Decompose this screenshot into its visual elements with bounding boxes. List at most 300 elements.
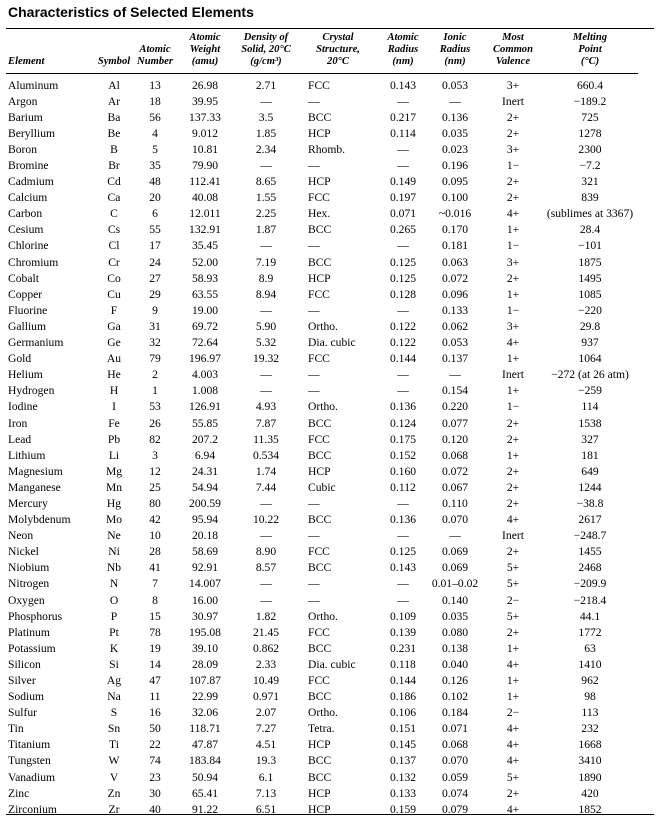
- melting-point: 327: [581, 432, 599, 446]
- element-symbol: Ti: [109, 738, 119, 752]
- atomic-number: 15: [149, 609, 161, 623]
- density: 2.25: [255, 207, 277, 221]
- ionic-radius: 0.080: [441, 625, 469, 639]
- ionic-radius: 0.035: [441, 126, 469, 140]
- atomic-radius: 0.175: [389, 432, 417, 446]
- atomic-radius: 0.159: [389, 802, 417, 816]
- ionic-radius: 0.138: [441, 641, 469, 655]
- table-row: [6, 318, 638, 334]
- valence: 1−: [506, 400, 520, 414]
- element-name: Mercury: [8, 496, 48, 510]
- atomic-weight: 28.09: [191, 657, 219, 671]
- element-name: Gold: [8, 352, 32, 366]
- density: —: [260, 94, 272, 108]
- ionic-radius: 0.110: [442, 496, 468, 510]
- table-title: Characteristics of Selected Elements: [8, 4, 254, 20]
- element-name: Silicon: [8, 657, 41, 671]
- atomic-radius: —: [397, 384, 409, 398]
- element-symbol: N: [109, 577, 119, 591]
- atomic-weight: 79.90: [191, 159, 219, 173]
- element-symbol: Na: [107, 690, 121, 704]
- table-row: [6, 608, 638, 624]
- crystal-structure: Ortho.: [308, 706, 338, 720]
- element-symbol: Li: [108, 448, 120, 462]
- ionic-radius: 0.053: [441, 336, 469, 350]
- header-atomic-radius: Atomic Radius (nm): [378, 32, 428, 74]
- atomic-radius: 0.114: [390, 126, 416, 140]
- atomic-weight: 95.94: [191, 513, 219, 527]
- element-name: Boron: [8, 142, 37, 156]
- atomic-radius: 0.112: [390, 480, 416, 494]
- element-symbol: O: [109, 593, 119, 607]
- density: 2.34: [255, 142, 277, 156]
- melting-point: −272 (at 26 atm): [551, 368, 629, 382]
- melting-point: 2468: [578, 561, 602, 575]
- ionic-radius: 0.023: [441, 142, 469, 156]
- ionic-radius: 0.069: [441, 545, 469, 559]
- crystal-structure: Cubic: [308, 480, 336, 494]
- atomic-radius: —: [397, 94, 409, 108]
- atomic-number: 19: [149, 641, 161, 655]
- table-row: [6, 721, 638, 737]
- atomic-number: 26: [149, 416, 161, 430]
- atomic-number: 18: [149, 94, 161, 108]
- crystal-structure: HCP: [308, 738, 331, 752]
- header-melting-point: Melting Point (°C): [544, 32, 638, 74]
- ionic-radius: 0.059: [441, 770, 469, 784]
- atomic-weight: 1.008: [191, 384, 219, 398]
- header-crystal-structure: Crystal Structure, 20°C: [298, 32, 378, 74]
- table-row: [6, 689, 638, 705]
- melting-point: (sublimes at 3367): [546, 207, 634, 221]
- atomic-number: 13: [149, 78, 161, 92]
- table-row: [6, 463, 638, 479]
- atomic-radius: —: [397, 368, 409, 382]
- element-symbol: F: [110, 303, 118, 317]
- density: 1.55: [255, 191, 277, 205]
- element-name: Tin: [8, 722, 24, 736]
- element-symbol: Br: [108, 159, 120, 173]
- valence: 3+: [506, 319, 520, 333]
- melting-point: 29.8: [579, 319, 601, 333]
- atomic-number: 6: [152, 207, 158, 221]
- table-row: [6, 383, 638, 399]
- atomic-radius: 0.125: [389, 255, 417, 269]
- table-row: [6, 705, 638, 721]
- atomic-number: 1: [152, 384, 158, 398]
- table-row: [6, 415, 638, 431]
- melting-point: −101: [578, 239, 602, 253]
- atomic-radius: 0.136: [389, 400, 417, 414]
- valence: 2+: [506, 480, 520, 494]
- crystal-structure: FCC: [308, 625, 330, 639]
- element-symbol: I: [112, 400, 116, 414]
- element-symbol: Cd: [107, 175, 121, 189]
- crystal-structure: HCP: [308, 464, 331, 478]
- element-name: Zirconium: [8, 802, 57, 816]
- valence: 2+: [506, 786, 520, 800]
- valence: 4+: [506, 738, 520, 752]
- element-symbol: Zn: [107, 786, 121, 800]
- ionic-radius: 0.184: [441, 706, 469, 720]
- atomic-number: 4: [152, 126, 158, 140]
- melting-point: 113: [581, 706, 599, 720]
- atomic-number: 2: [152, 368, 158, 382]
- atomic-number: 27: [149, 271, 161, 285]
- valence: 4+: [506, 657, 520, 671]
- atomic-number: 53: [149, 400, 161, 414]
- atomic-radius: 0.122: [389, 336, 417, 350]
- valence: 2+: [506, 625, 520, 639]
- atomic-number: 82: [149, 432, 161, 446]
- element-symbol: S: [110, 706, 118, 720]
- density: 19.32: [252, 352, 280, 366]
- element-symbol: Mg: [105, 464, 123, 478]
- table-row: [6, 640, 638, 656]
- element-symbol: Mo: [105, 513, 123, 527]
- element-name: Beryllium: [8, 126, 56, 140]
- atomic-weight: 183.84: [189, 754, 221, 768]
- valence: 2+: [506, 416, 520, 430]
- atomic-radius: 0.124: [389, 416, 417, 430]
- ionic-radius: —: [449, 94, 461, 108]
- element-name: Fluorine: [8, 303, 48, 317]
- density: 8.65: [255, 175, 277, 189]
- melting-point: 44.1: [579, 609, 601, 623]
- valence: 5+: [506, 770, 520, 784]
- density: 0.534: [252, 448, 280, 462]
- ionic-radius: 0.072: [441, 464, 469, 478]
- element-symbol: Zr: [108, 802, 120, 816]
- melting-point: 1890: [578, 770, 602, 784]
- atomic-radius: 0.136: [389, 513, 417, 527]
- atomic-number: 8: [152, 593, 158, 607]
- atomic-number: 29: [149, 287, 161, 301]
- ionic-radius: 0.220: [441, 400, 469, 414]
- table-row: [6, 495, 638, 511]
- atomic-radius: 0.231: [389, 641, 417, 655]
- atomic-number: 24: [149, 255, 161, 269]
- crystal-structure: BCC: [308, 690, 332, 704]
- atomic-weight: 132.91: [189, 223, 221, 237]
- valence: 5+: [506, 561, 520, 575]
- atomic-radius: 0.125: [389, 271, 417, 285]
- atomic-weight: 4.003: [191, 368, 219, 382]
- density: 1.82: [255, 609, 277, 623]
- density: 2.71: [255, 78, 277, 92]
- atomic-number: 79: [149, 352, 161, 366]
- density: —: [260, 239, 272, 253]
- valence: 2+: [506, 191, 520, 205]
- melting-point: −38.8: [576, 496, 604, 510]
- crystal-structure: FCC: [308, 78, 330, 92]
- density: 11.35: [253, 432, 279, 446]
- valence: 2−: [506, 593, 520, 607]
- valence: Inert: [502, 368, 524, 382]
- table-row: [6, 351, 638, 367]
- table-row: [6, 206, 638, 222]
- element-name: Cadmium: [8, 175, 54, 189]
- atomic-radius: 0.145: [389, 738, 417, 752]
- crystal-structure: —: [308, 159, 320, 173]
- element-name: Cobalt: [8, 271, 39, 285]
- melting-point: 321: [581, 175, 599, 189]
- atomic-radius: —: [397, 303, 409, 317]
- ionic-radius: 0.069: [441, 561, 469, 575]
- element-name: Silver: [8, 674, 36, 688]
- density: 6.51: [255, 802, 277, 816]
- ionic-radius: 0.102: [441, 690, 469, 704]
- atomic-radius: 0.143: [389, 561, 417, 575]
- crystal-structure: Hex.: [308, 207, 331, 221]
- crystal-structure: —: [308, 368, 320, 382]
- atomic-weight: 54.94: [191, 480, 219, 494]
- ionic-radius: 0.072: [441, 271, 469, 285]
- element-name: Hydrogen: [8, 384, 55, 398]
- crystal-structure: Rhomb.: [308, 142, 346, 156]
- crystal-structure: BCC: [308, 416, 332, 430]
- ionic-radius: 0.035: [441, 609, 469, 623]
- atomic-number: 5: [152, 142, 158, 156]
- crystal-structure: —: [308, 303, 320, 317]
- element-name: Zinc: [8, 786, 30, 800]
- valence: 5+: [506, 577, 520, 591]
- atomic-radius: 0.144: [389, 352, 417, 366]
- crystal-structure: FCC: [308, 352, 330, 366]
- melting-point: −189.2: [573, 94, 607, 108]
- crystal-structure: BCC: [308, 255, 332, 269]
- crystal-structure: —: [308, 94, 320, 108]
- atomic-weight: 58.69: [191, 545, 219, 559]
- table-row: [6, 431, 638, 447]
- density: 10.49: [252, 674, 280, 688]
- element-symbol: V: [109, 770, 119, 784]
- header-valence: Most Common Valence: [482, 32, 544, 74]
- atomic-number: 28: [149, 545, 161, 559]
- atomic-radius: —: [397, 159, 409, 173]
- melting-point: 1064: [578, 352, 602, 366]
- table-row: [6, 672, 638, 688]
- ionic-radius: 0.140: [441, 593, 469, 607]
- melting-point: 1852: [578, 802, 602, 816]
- atomic-number: 41: [149, 561, 161, 575]
- atomic-radius: —: [397, 593, 409, 607]
- atomic-number: 11: [149, 690, 161, 704]
- density: 10.22: [252, 513, 280, 527]
- crystal-structure: BCC: [308, 110, 332, 124]
- melting-point: 1410: [578, 657, 602, 671]
- melting-point: 839: [581, 191, 599, 205]
- table-row: [6, 753, 638, 769]
- element-name: Sulfur: [8, 706, 37, 720]
- atomic-radius: 0.128: [389, 287, 417, 301]
- valence: Inert: [502, 94, 524, 108]
- element-name: Chlorine: [8, 239, 49, 253]
- valence: 1+: [506, 690, 520, 704]
- melting-point: −218.4: [573, 593, 607, 607]
- element-symbol: Si: [109, 657, 119, 671]
- table-row: [6, 367, 638, 383]
- density: 2.33: [255, 657, 277, 671]
- ionic-radius: 0.181: [441, 239, 469, 253]
- element-symbol: Ne: [107, 529, 121, 543]
- table-row: [6, 254, 638, 270]
- atomic-number: 47: [149, 674, 161, 688]
- element-name: Oxygen: [8, 593, 45, 607]
- valence: 1+: [506, 674, 520, 688]
- atomic-radius: 0.125: [389, 545, 417, 559]
- element-symbol: H: [109, 384, 119, 398]
- atomic-radius: 0.265: [389, 223, 417, 237]
- crystal-structure: Tetra.: [308, 722, 335, 736]
- melting-point: 63: [584, 641, 596, 655]
- melting-point: −209.9: [573, 577, 607, 591]
- melting-point: −7.2: [579, 159, 601, 173]
- melting-point: 114: [581, 400, 599, 414]
- table-row: [6, 544, 638, 560]
- element-symbol: Ar: [107, 94, 121, 108]
- crystal-structure: HCP: [308, 802, 331, 816]
- crystal-structure: —: [308, 593, 320, 607]
- density: 1.87: [255, 223, 277, 237]
- melting-point: −248.7: [573, 529, 607, 543]
- atomic-weight: 69.72: [191, 319, 219, 333]
- table-row: [6, 222, 638, 238]
- ionic-radius: 0.077: [441, 416, 469, 430]
- table-row: [6, 592, 638, 608]
- valence: 4+: [506, 722, 520, 736]
- valence: 3+: [506, 142, 520, 156]
- atomic-number: 31: [149, 319, 161, 333]
- crystal-structure: —: [308, 496, 320, 510]
- atomic-weight: 12.011: [189, 207, 221, 221]
- density: 7.87: [255, 416, 277, 430]
- atomic-radius: 0.143: [389, 78, 417, 92]
- ionic-radius: 0.096: [441, 287, 469, 301]
- atomic-radius: 0.071: [389, 207, 417, 221]
- element-name: Chromium: [8, 255, 59, 269]
- crystal-structure: HCP: [308, 126, 331, 140]
- element-name: Bromine: [8, 159, 49, 173]
- melting-point: 2617: [578, 513, 602, 527]
- melting-point: 1495: [578, 271, 602, 285]
- element-symbol: W: [108, 754, 120, 768]
- element-name: Argon: [8, 94, 38, 108]
- element-name: Aluminum: [8, 78, 59, 92]
- element-name: Helium: [8, 368, 43, 382]
- crystal-structure: —: [308, 577, 320, 591]
- element-name: Barium: [8, 110, 43, 124]
- melting-point: 2300: [578, 142, 602, 156]
- atomic-radius: 0.118: [390, 657, 416, 671]
- valence: 1+: [506, 384, 520, 398]
- crystal-structure: BCC: [308, 641, 332, 655]
- element-name: Platinum: [8, 625, 50, 639]
- atomic-weight: 92.91: [191, 561, 219, 575]
- density: 8.90: [255, 545, 277, 559]
- table-row: [6, 656, 638, 672]
- table-row: [6, 769, 638, 785]
- melting-point: 98: [584, 690, 596, 704]
- ionic-radius: 0.040: [441, 657, 469, 671]
- ionic-radius: 0.137: [441, 352, 469, 366]
- melting-point: 420: [581, 786, 599, 800]
- atomic-weight: 118.71: [189, 722, 221, 736]
- melting-point: 1875: [578, 255, 602, 269]
- atomic-number: 48: [149, 175, 161, 189]
- atomic-number: 14: [149, 657, 161, 671]
- melting-point: 1085: [578, 287, 602, 301]
- melting-point: 937: [581, 336, 599, 350]
- melting-point: −259: [578, 384, 602, 398]
- valence: 1−: [506, 239, 520, 253]
- valence: 3+: [506, 255, 520, 269]
- density: 5.32: [255, 336, 277, 350]
- crystal-structure: HCP: [308, 175, 331, 189]
- atomic-radius: 0.137: [389, 754, 417, 768]
- ionic-radius: 0.070: [441, 513, 469, 527]
- melting-point: 232: [581, 722, 599, 736]
- header-density: Density of Solid, 20°C (g/cm³): [234, 32, 298, 74]
- atomic-number: 30: [149, 786, 161, 800]
- melting-point: 1772: [578, 625, 602, 639]
- atomic-radius: —: [397, 529, 409, 543]
- ionic-radius: 0.071: [441, 722, 469, 736]
- table-row: [6, 399, 638, 415]
- crystal-structure: BCC: [308, 561, 332, 575]
- header-row: [6, 32, 638, 74]
- ionic-radius: 0.100: [441, 191, 469, 205]
- atomic-radius: 0.217: [389, 110, 417, 124]
- atomic-radius: 0.197: [389, 191, 417, 205]
- density: —: [260, 384, 272, 398]
- valence: 4+: [506, 336, 520, 350]
- atomic-weight: 107.87: [189, 674, 221, 688]
- atomic-radius: —: [397, 239, 409, 253]
- ionic-radius: 0.154: [441, 384, 469, 398]
- atomic-weight: 6.94: [194, 448, 216, 462]
- atomic-number: 3: [152, 448, 158, 462]
- header-ionic-radius: Ionic Radius (nm): [428, 32, 482, 74]
- element-symbol: Ga: [107, 319, 121, 333]
- element-name: Iron: [8, 416, 28, 430]
- element-symbol: Ni: [108, 545, 120, 559]
- element-symbol: Pb: [107, 432, 121, 446]
- atomic-weight: 24.31: [191, 464, 219, 478]
- elements-table: [6, 32, 638, 817]
- element-symbol: Be: [107, 126, 121, 140]
- ionic-radius: 0.01–0.02: [431, 577, 479, 591]
- crystal-structure: FCC: [308, 287, 330, 301]
- element-name: Phosphorus: [8, 609, 63, 623]
- element-symbol: Mn: [105, 480, 123, 494]
- valence: 3+: [506, 78, 520, 92]
- element-name: Potassium: [8, 641, 56, 655]
- valence: 2+: [506, 271, 520, 285]
- atomic-radius: —: [397, 577, 409, 591]
- element-symbol: Au: [106, 352, 122, 366]
- table-row: [6, 335, 638, 351]
- element-name: Cesium: [8, 223, 44, 237]
- valence: 2+: [506, 432, 520, 446]
- density: —: [260, 577, 272, 591]
- crystal-structure: Ortho.: [308, 400, 338, 414]
- ionic-radius: 0.062: [441, 319, 469, 333]
- density: 8.9: [258, 271, 274, 285]
- atomic-radius: 0.139: [389, 625, 417, 639]
- element-symbol: Ba: [107, 110, 121, 124]
- atomic-weight: 39.10: [191, 641, 219, 655]
